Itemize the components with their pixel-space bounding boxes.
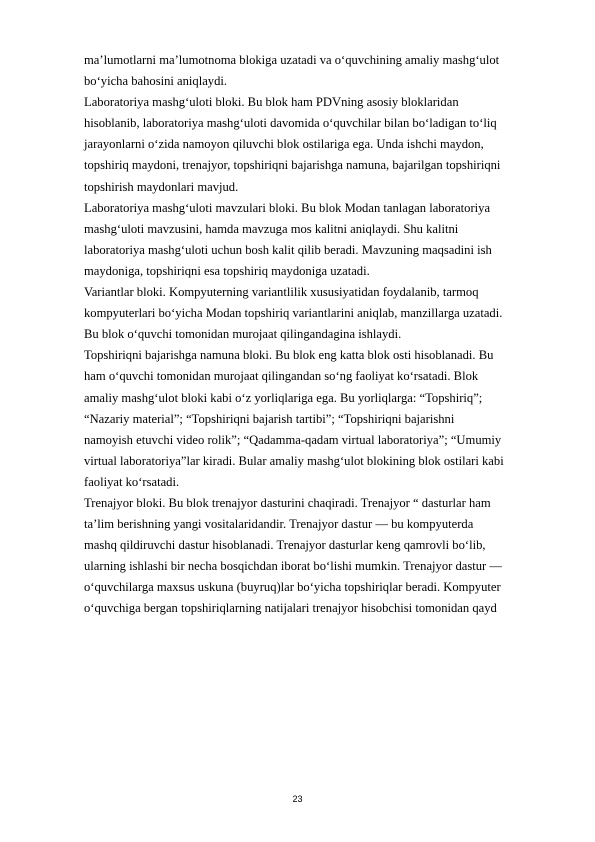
text-line: Bu blok o‘quvchi tomonidan murojaat qilingandagina ishlaydi.	[84, 327, 402, 342]
text-line: topshiriq maydoni, trenajyor, topshiriqni bajarishga namuna, bajarilgan topshiriqni	[84, 158, 501, 173]
text-line: namoyish etuvchi video rolik”; “Qadamma-qadam virtual laboratoriya”; “Umumiy	[84, 432, 502, 447]
body-text	[84, 50, 554, 620]
text-line: jarayonlarni o‘zida namoyon qiluvchi blok ostilariga ega. Unda ishchi maydon,	[84, 137, 484, 152]
text-line: o‘quvchiga bergan topshiriqlarning natijalari trenajyor hisobchisi tomonidan qayd	[84, 601, 497, 616]
text-line: laboratoriya mashg‘uloti uchun bosh kalit qilib beradi. Mavzuning maqsadini ish	[84, 242, 492, 257]
page-number: 23	[292, 794, 303, 804]
text-line: Laboratoriya mashg‘uloti bloki. Bu blok ham PDVning asosiy bloklaridan	[84, 95, 459, 110]
text-line: virtual laboratoriya”lar kiradi. Bular amaliy mashg‘ulot blokining blok ostilari kabi	[84, 453, 504, 468]
text-line: o‘quvchilarga maxsus uskuna (buyruq)lar bo‘yicha topshiriqlar beradi. Kompyuter	[84, 580, 501, 595]
text-line: amaliy mashg‘ulot bloki kabi o‘z yorliqlariga ega. Bu yorliqlarga: “Topshiriq”;	[84, 390, 483, 405]
text-line: “Nazariy material”; “Topshiriqni bajarish tartibi”; “Topshiriqni bajarishni	[84, 411, 455, 426]
text-line: ma’lumotlarni ma’lumotnoma blokiga uzatadi va o‘quvchining amaliy mashg‘ulot	[84, 53, 500, 67]
text-line: kompyuterlari bo‘yicha Modan topshiriq variantlarini aniqlab, manzillarga uzatadi.	[84, 306, 503, 321]
text-line: bo‘yicha bahosini aniqlaydi.	[84, 74, 228, 89]
text-line: Topshiriqni bajarishga namuna bloki. Bu blok eng katta blok osti hisoblanadi. Bu	[84, 348, 494, 363]
text-line: Trenajyor bloki. Bu blok trenajyor dasturini chaqiradi. Trenajyor “ dasturlar ham	[84, 495, 491, 510]
text-line: maydoniga, topshiriqni esa topshiriq maydoniga uzatadi.	[84, 263, 370, 278]
text-line: Laboratoriya mashg‘uloti mavzulari bloki. Bu blok Modan tanlagan laboratoriya	[84, 200, 491, 215]
text-line: ta’lim berishning yangi vositalaridandir. Trenajyor dastur — bu kompyuterda	[84, 517, 474, 532]
text-line: faoliyat ko‘rsatadi.	[84, 474, 180, 489]
text-line: ularning ishlashi bir necha bosqichdan iborat bo‘lishi mumkin. Trenajyor dastur —	[84, 559, 502, 574]
text-line: topshirish maydonlari mavjud.	[84, 179, 239, 194]
text-line: Variantlar bloki. Kompyuterning variantlilik xususiyatidan foydalanib, tarmoq	[84, 285, 479, 300]
text-line: hisoblanib, laboratoriya mashg‘uloti davomida o‘quvchilar bilan bo‘ladigan to‘liq	[84, 116, 497, 131]
text-line: mashq qildiruvchi dastur hisoblanadi. Trenajyor dasturlar keng qamrovli bo‘lib,	[84, 538, 486, 553]
text-line: mashg‘uloti mavzusini, hamda mavzuga mos kalitni aniqlaydi. Shu kalitni	[84, 221, 459, 236]
text-line: ham o‘quvchi tomonidan murojaat qilingandan so‘ng faoliyat ko‘rsatadi. Blok	[84, 369, 479, 384]
